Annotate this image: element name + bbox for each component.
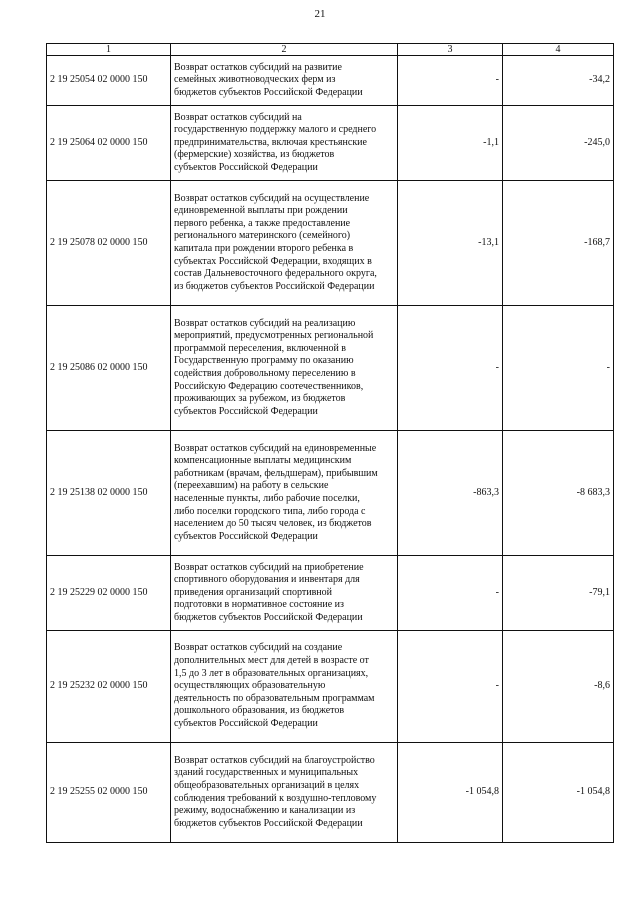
income-description — [171, 556, 398, 631]
description-line: зданий государственных и муниципальных — [174, 767, 359, 779]
description-line: Возврат остатков субсидий на приобретение — [174, 561, 364, 573]
value-col-3: - — [398, 306, 503, 431]
description-line: подготовки в нормативное состояние из — [174, 599, 344, 611]
budget-code: 2 19 25255 02 0000 150 — [47, 743, 171, 843]
header-col-4: 4 — [503, 44, 614, 56]
budget-code: 2 19 25138 02 0000 150 — [47, 431, 171, 556]
description-line: субъектов Российской Федерации — [174, 405, 318, 417]
budget-code: 2 19 25232 02 0000 150 — [47, 631, 171, 743]
table-row — [47, 56, 614, 106]
table-row — [47, 556, 614, 631]
value-col-4: -1 054,8 — [503, 743, 614, 843]
description-line: населением до 50 тысяч человек, из бюджетов — [174, 518, 372, 530]
income-description — [171, 181, 398, 306]
table-row — [47, 743, 614, 843]
description-line: работникам (врачам, фельдшерам), прибывшим — [174, 467, 378, 479]
value-col-4: - — [503, 306, 614, 431]
description-line: бюджетов субъектов Российской Федерации — [174, 817, 363, 829]
description-line: содействия добровольному переселению в — [174, 368, 356, 379]
description-line: Возврат остатков субсидий на развитие — [174, 61, 342, 73]
value-col-3: -1 054,8 — [398, 743, 503, 843]
description-line: осуществляющих образовательную — [174, 680, 326, 692]
description-line: деятельность по образовательным программам — [174, 692, 375, 704]
budget-code: 2 19 25086 02 0000 150 — [47, 306, 171, 431]
budget-table — [46, 43, 614, 843]
description-line: из бюджетов субъектов Российской Федерации — [174, 280, 375, 292]
description-line: режиму, водоснабжению и канализации из — [174, 805, 356, 817]
description-line: мероприятий, предусмотренных региональной — [174, 330, 374, 342]
value-col-4: -34,2 — [503, 56, 614, 106]
value-col-3: -13,1 — [398, 181, 503, 306]
value-col-4: -245,0 — [503, 106, 614, 181]
table-header-row — [47, 44, 614, 56]
income-description — [171, 431, 398, 556]
table-row — [47, 106, 614, 181]
description-line: компенсационные выплаты медицинским — [174, 455, 352, 467]
description-line: (фермерские) хозяйства, из бюджетов — [174, 149, 335, 161]
value-col-4: -168,7 — [503, 181, 614, 306]
header-col-1: 1 — [47, 44, 171, 56]
description-line: Возврат остатков субсидий на осуществление — [174, 192, 370, 204]
value-col-3: - — [398, 556, 503, 631]
description-line: Возврат остатков субсидий на благоустройство — [174, 754, 375, 766]
description-line: дополнительных мест для детей в возрасте от — [174, 655, 369, 667]
description-line: Российскую Федерацию соотечественников, — [174, 380, 364, 392]
table-row — [47, 631, 614, 743]
value-col-4: -8,6 — [503, 631, 614, 743]
description-line: субъектов Российской Федерации — [174, 717, 318, 729]
description-line: регионального материнского (семейного) — [174, 230, 351, 242]
description-line: 1,5 до 3 лет в образовательных организациях, — [174, 667, 369, 679]
page-number: 21 — [314, 8, 326, 20]
description-line: единовременной выплаты при рождении — [174, 205, 348, 217]
description-line: проживающих за рубежом, из бюджетов — [174, 393, 346, 405]
budget-code: 2 19 25229 02 0000 150 — [47, 556, 171, 631]
description-line: состав Дальневосточного федерального округа, — [174, 268, 377, 280]
income-description — [171, 106, 398, 181]
income-description — [171, 56, 398, 106]
description-line: первого ребенка, а также предоставление — [174, 217, 351, 229]
description-line: Возврат остатков субсидий на — [174, 111, 302, 123]
description-line: спортивного оборудования и инвентаря для — [174, 574, 360, 586]
description-line: бюджетов субъектов Российской Федерации — [174, 611, 363, 623]
table-body — [47, 56, 614, 843]
description-line: предпринимательства, включая крестьянские — [174, 136, 367, 148]
income-description — [171, 306, 398, 431]
description-line: государственную поддержку малого и среднего — [174, 124, 377, 136]
description-line: Возврат остатков субсидий на создание — [174, 642, 343, 654]
table-row — [47, 306, 614, 431]
description-line: субъектов Российской Федерации — [174, 161, 318, 173]
description-line: соблюдения требований к воздушно-тепловому — [174, 792, 377, 804]
income-description — [171, 743, 398, 843]
budget-code: 2 19 25064 02 0000 150 — [47, 106, 171, 181]
header-col-3: 3 — [398, 44, 503, 56]
budget-code: 2 19 25054 02 0000 150 — [47, 56, 171, 106]
value-col-3: - — [398, 631, 503, 743]
description-line: Возврат остатков субсидий на реализацию — [174, 317, 356, 329]
description-line: капитала при рождении второго ребенка в — [174, 243, 354, 254]
table-row — [47, 181, 614, 306]
value-col-3: - — [398, 56, 503, 106]
header-col-2: 2 — [171, 44, 398, 56]
description-line: либо поселки городского типа, либо города с — [174, 505, 366, 517]
description-line: населенные пункты, либо рабочие поселки, — [174, 493, 360, 504]
description-line: общеобразовательных организаций в целях — [174, 779, 360, 791]
description-line: дошкольного образования, из бюджетов — [174, 705, 345, 717]
description-line: Возврат остатков субсидий на единовременные — [174, 442, 377, 454]
value-col-3: -863,3 — [398, 431, 503, 556]
description-line: субъектах Российской Федерации, входящих в — [174, 255, 372, 267]
description-line: (переехавшим) на работу в сельские — [174, 480, 329, 492]
table-row — [47, 431, 614, 556]
income-description — [171, 631, 398, 743]
description-line: бюджетов субъектов Российской Федерации — [174, 86, 363, 98]
value-col-3: -1,1 — [398, 106, 503, 181]
description-line: приведения организаций спортивной — [174, 586, 332, 598]
value-col-4: -79,1 — [503, 556, 614, 631]
budget-code: 2 19 25078 02 0000 150 — [47, 181, 171, 306]
description-line: программой переселения, включенной в — [174, 342, 347, 354]
description-line: семейных животноводческих ферм из — [174, 74, 336, 86]
description-line: субъектов Российской Федерации — [174, 530, 318, 542]
value-col-4: -8 683,3 — [503, 431, 614, 556]
description-line: Государственную программу по оказанию — [174, 355, 354, 367]
